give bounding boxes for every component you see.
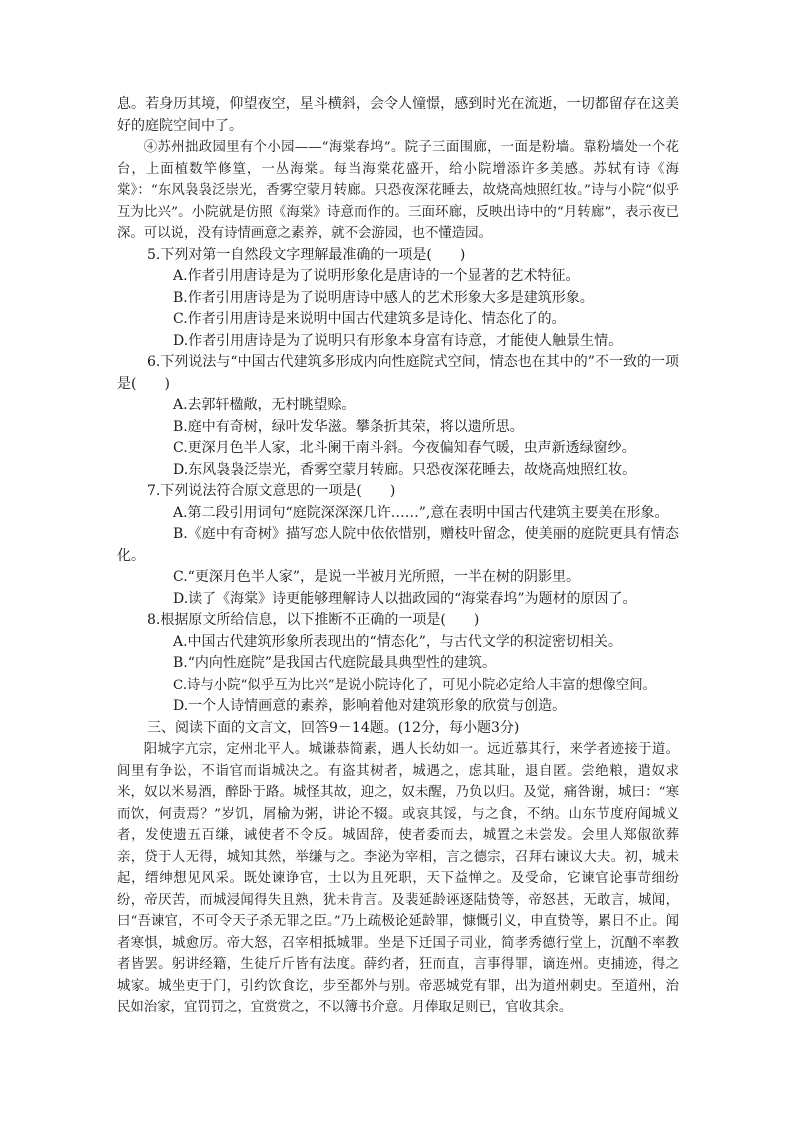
passage-continued-paragraph: 息。若身历其境，仰望夜空，星斗横斜，会令人憧憬，感到时光在流逝，一切都留存在这美好的庭院空间中了。 <box>117 96 679 134</box>
question-5-stem: 5.下列对第一自然段文字理解最准确的一项是( ) <box>147 246 466 263</box>
question-7-stem: 7.下列说法符合原文意思的一项是( ) <box>147 483 396 499</box>
document-page <box>117 94 679 1019</box>
question-5-option-d: D.作者引用唐诗是为了说明只有形象本身富有诗意，才能使人触景生情。 <box>173 332 623 349</box>
question-7-option-c: C.“更深月色半人家”，是说一半被月光所照，一半在树的阴影里。 <box>173 569 580 585</box>
question-6-option-d: D.东风袅袅泛崇光，香雾空蒙月转廊。只恐夜深花睡去，故烧高烛照红妆。 <box>173 461 637 478</box>
question-6-option-b: B.庭中有奇树，绿叶发华滋。攀条折其荣，将以遗所思。 <box>173 418 524 435</box>
question-7-option-d: D.读了《海棠》诗更能够理解诗人以拙政园的“海棠春坞”为题材的原因了。 <box>173 590 637 607</box>
section-3-heading: 三、阅读下面的文言文，回答9－14题。(12分，每小题3分) <box>147 719 520 736</box>
question-6-stem: 6.下列说法与“中国古代建筑多形成内向性庭院式空间，情态也在其中的”不一致的一项是( ) <box>117 354 679 392</box>
question-5-option-a: A.作者引用唐诗是为了说明形象化是唐诗的一个显著的艺术特征。 <box>173 268 580 284</box>
question-8-option-c: C.诗与小院“似乎互为比兴”是说小院诗化了，可见小院必定给人丰富的想像空间。 <box>173 677 656 693</box>
question-7-option-b: B.《庭中有奇树》描写恋人院中依依惜别，赠枝叶留念，使美丽的庭院更具有情态化。 <box>117 526 679 564</box>
question-5-option-c: C.作者引用唐诗是来说明中国古代建筑多是诗化、情态化了的。 <box>173 311 566 327</box>
question-8-option-a: A.中国古代建筑形象所表现出的“情态化”，与古代文学的积淀密切相关。 <box>173 633 622 650</box>
question-5-option-b: B.作者引用唐诗是为了说明唐诗中感人的艺术形象大多是建筑形象。 <box>173 289 594 306</box>
classical-chinese-passage: 阳城字亢宗，定州北平人。城谦恭简素，遇人长幼如一。远近慕其行，来学者迹接于道。闾里有争讼，不诣官而诣城决之。有盗其树者，城遇之，虑其耻，退自匿。尝绝粮，遣奴求米，奴以米易酒，醉卧于路。城怪其故，迎之，奴未醒，乃负以归。及觉，痛咎谢，城曰：“寒而饮，何责焉？”岁饥，屑榆为粥，讲论不辍。或哀其馁，与之食，不纳。山东节度府闻城义者，发使遗五百缣，诫使者不令反。城固辞，使者委而去，城置之未尝发。会里人郑俶欲葬亲，贷于人无得，城知其然，举缣与之。李泌为宰相，言之德宗，召拜右谏议大夫。初，城未起，缙绅想见风采。既处谏诤官，士以为且死职，天下益惮之。及受命，它谏官论事苛细纷纷，帝厌苦，而城浸闻得失且熟，犹未肯言。及裴延龄诬逐陆贽等，帝怒甚，无敢言，城闻，曰“吾谏官，不可令天子杀无罪之臣。”乃上疏极论延龄罪，慷慨引义，申直贽等，累日不止。闻者寒惧，城愈厉。帝大怒，召宰相抵城罪。坐是下迁国子司业，简孝秀德行堂上，沉酗不率教者皆罢。躬讲经籍，生徒斤斤皆有法度。薛约者，狂而直，言事得罪，谪连州。吏捕迹，得之城家。城坐吏于门，引约饮食讫，步至都外与别。帝恶城党有罪，出为道州刺史。至道州，治民如治家，宜罚罚之，宜赏赏之，不以簿书介意。月俸取足则已，官收其余。 <box>117 742 679 1015</box>
passage-paragraph-4: ④苏州拙政园里有个小园——“海棠春坞”。院子三面围廊，一面是粉墙。靠粉墙处一个花台，上面植数竿修篁，一丛海棠。每当海棠花盛开，给小院增添许多美感。苏轼有诗《海棠》：“东风袅袅泛崇光，香雾空蒙月转廊。只恐夜深花睡去，故烧高烛照红妆。”诗与小院“似乎互为比兴”。小院就是仿照《海棠》诗意而作的。三面环廊，反映出诗中的“月转廊”，表示夜已深。可以说，没有诗情画意之素养，就不会游园，也不懂造园。 <box>117 140 679 241</box>
question-8-stem: 8.根据原文所给信息，以下推断不正确的一项是( ) <box>147 612 480 628</box>
question-8-option-d: D.一个人诗情画意的素养，影响着他对建筑形象的欣赏与创造。 <box>173 698 567 714</box>
question-8-option-b: B.“内向性庭院”是我国古代庭院最具典型性的建筑。 <box>173 655 497 671</box>
question-7-option-a: A.第二段引用词句“庭院深深深几许……”,意在表明中国古代建筑主要美在形象。 <box>173 504 669 521</box>
question-6-option-c: C.更深月色半人家，北斗阑干南斗斜。今夜偏知春气暖，虫声新透绿窗纱。 <box>173 440 636 456</box>
question-6-option-a: A.去郭轩楹敞，无村眺望赊。 <box>173 397 356 413</box>
